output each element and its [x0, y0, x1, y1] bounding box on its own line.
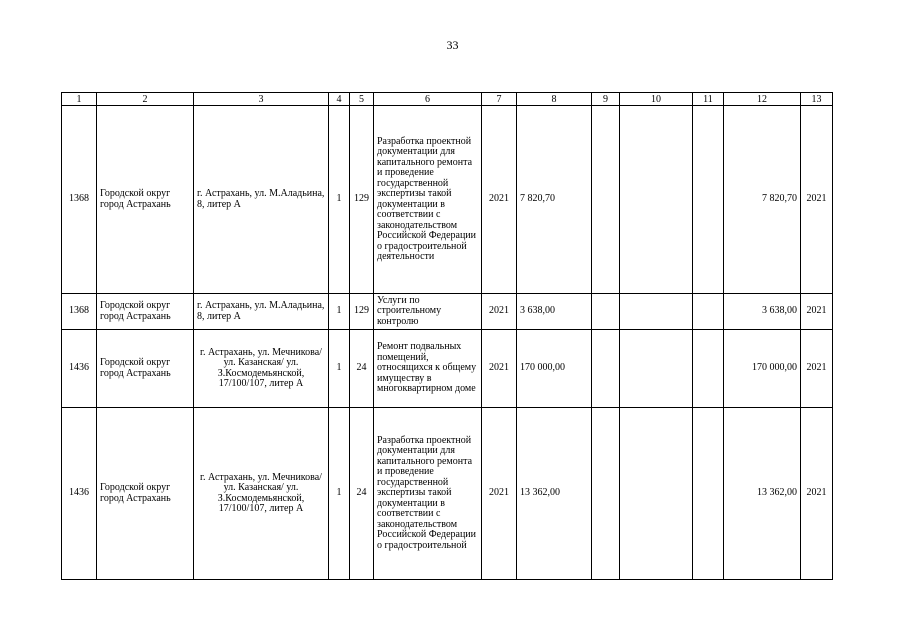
table-row: [62, 408, 833, 580]
header-row: [62, 93, 833, 106]
row-id: 1436: [62, 408, 97, 580]
col10-cell: [620, 408, 693, 580]
municipality-cell: Городской округ город Астрахань: [97, 294, 194, 330]
header-cell: 4: [329, 93, 350, 106]
header-cell: 3: [194, 93, 329, 106]
table-row: [62, 294, 833, 330]
header-cell: 7: [482, 93, 517, 106]
page-number: 33: [446, 38, 459, 52]
total-cost-cell: 3 638,00: [517, 294, 592, 330]
header-cell: 11: [693, 93, 724, 106]
header-cell: 1: [62, 93, 97, 106]
header-cell: 13: [801, 93, 833, 106]
year-cell: 2021: [482, 294, 517, 330]
work-type-cell: Разработка проектной документации для капитального ремонта и проведение государственной экспертизы такой документации в соответствии с законодательством Российской Федерации о градостроительной: [374, 408, 482, 580]
col11-cell: [693, 408, 724, 580]
row-id: 1368: [62, 294, 97, 330]
col11-cell: [693, 106, 724, 294]
address-cell: г. Астрахань, ул. М.Аладьина, 8, литер А: [194, 106, 329, 294]
header-cell: 10: [620, 93, 693, 106]
col4-cell: 1: [329, 294, 350, 330]
col11-cell: [693, 294, 724, 330]
col4-cell: 1: [329, 106, 350, 294]
col4-cell: 1: [329, 330, 350, 408]
header-cell: 12: [724, 93, 801, 106]
row-id: 1436: [62, 330, 97, 408]
col12-cell: 3 638,00: [724, 294, 801, 330]
header-cell: 6: [374, 93, 482, 106]
address-cell: г. Астрахань, ул. Мечникова/ ул. Казанская/ ул. З.Космодемьянской, 17/100/107, литер А: [194, 408, 329, 580]
municipality-cell: Городской округ город Астрахань: [97, 106, 194, 294]
header-cell: 9: [592, 93, 620, 106]
col5-cell: 129: [350, 294, 374, 330]
address-cell: г. Астрахань, ул. Мечникова/ ул. Казанская/ ул. З.Космодемьянской, 17/100/107, литер А: [194, 330, 329, 408]
col9-cell: [592, 408, 620, 580]
col12-cell: 13 362,00: [724, 408, 801, 580]
col9-cell: [592, 330, 620, 408]
col12-cell: 7 820,70: [724, 106, 801, 294]
work-type-cell: Разработка проектной документации для капитального ремонта и проведение государственной экспертизы такой документации в соответствии с законодательством Российской Федерации о градостроительной деятельности: [374, 106, 482, 294]
total-cost-cell: 170 000,00: [517, 330, 592, 408]
header-cell: 5: [350, 93, 374, 106]
col5-cell: 24: [350, 408, 374, 580]
col9-cell: [592, 106, 620, 294]
col9-cell: [592, 294, 620, 330]
row-id: 1368: [62, 106, 97, 294]
table-row: [62, 330, 833, 408]
year-cell: 2021: [482, 408, 517, 580]
col10-cell: [620, 294, 693, 330]
municipality-cell: Городской округ город Астрахань: [97, 408, 194, 580]
header-cell: 8: [517, 93, 592, 106]
table-row: [62, 106, 833, 294]
year-cell: 2021: [482, 106, 517, 294]
col12-cell: 170 000,00: [724, 330, 801, 408]
total-cost-cell: 13 362,00: [517, 408, 592, 580]
total-cost-cell: 7 820,70: [517, 106, 592, 294]
col5-cell: 24: [350, 330, 374, 408]
year-cell: 2021: [482, 330, 517, 408]
col10-cell: [620, 106, 693, 294]
col13-cell: 2021: [801, 106, 833, 294]
col13-cell: 2021: [801, 330, 833, 408]
municipality-cell: Городской округ город Астрахань: [97, 330, 194, 408]
work-type-cell: Ремонт подвальных помещений, относящихся к общему имуществу в многоквартирном доме: [374, 330, 482, 408]
col13-cell: 2021: [801, 294, 833, 330]
address-cell: г. Астрахань, ул. М.Аладьина, 8, литер А: [194, 294, 329, 330]
col5-cell: 129: [350, 106, 374, 294]
col11-cell: [693, 330, 724, 408]
col4-cell: 1: [329, 408, 350, 580]
capital-repair-table: [61, 92, 833, 580]
col13-cell: 2021: [801, 408, 833, 580]
header-cell: 2: [97, 93, 194, 106]
work-type-cell: Услуги по строительному контролю: [374, 294, 482, 330]
col10-cell: [620, 330, 693, 408]
